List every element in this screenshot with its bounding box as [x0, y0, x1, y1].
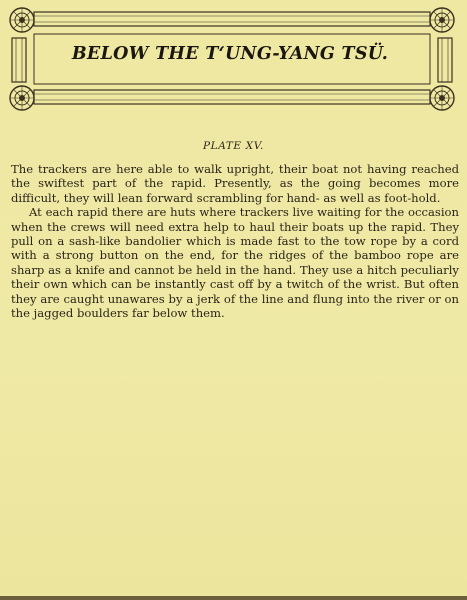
- plate-label: PLATE XV.: [202, 140, 264, 152]
- page-bottom-edge: [0, 596, 467, 600]
- paragraph: At each rapid there are huts where trackers live waiting for the occasion when the crews will need extra help to haul their boats up the rapid. They pull on a sash-like bandolier which is made fast to the tow rope by a cord with a strong button on the end, for the ridges of the bamboo rope are sharp as a knife and cannot be held in the hand. They use a hitch peculiarly their own which can be instantly cast off by a twitch of the wrist. But often they are caught unawares by a jerk of the line and flung into the river or on the jagged boulders far below them.: [11, 205, 459, 321]
- body-text: [11, 162, 459, 320]
- paragraph: The trackers are here able to walk upright, their boat not having reached the swiftest part of the rapid. Presently, as the going becomes more difficult, they will lean forward scrambling for hand- as well as foot-hold.: [11, 162, 459, 205]
- corner-rosette-top-right: [430, 8, 454, 32]
- corner-rosette-bottom-right: [430, 86, 454, 110]
- corner-rosette-top-left: [10, 8, 34, 32]
- page-title: BELOW THE T‘UNG-YANG TSÜ.: [71, 44, 389, 64]
- corner-rosette-bottom-left: [10, 86, 34, 110]
